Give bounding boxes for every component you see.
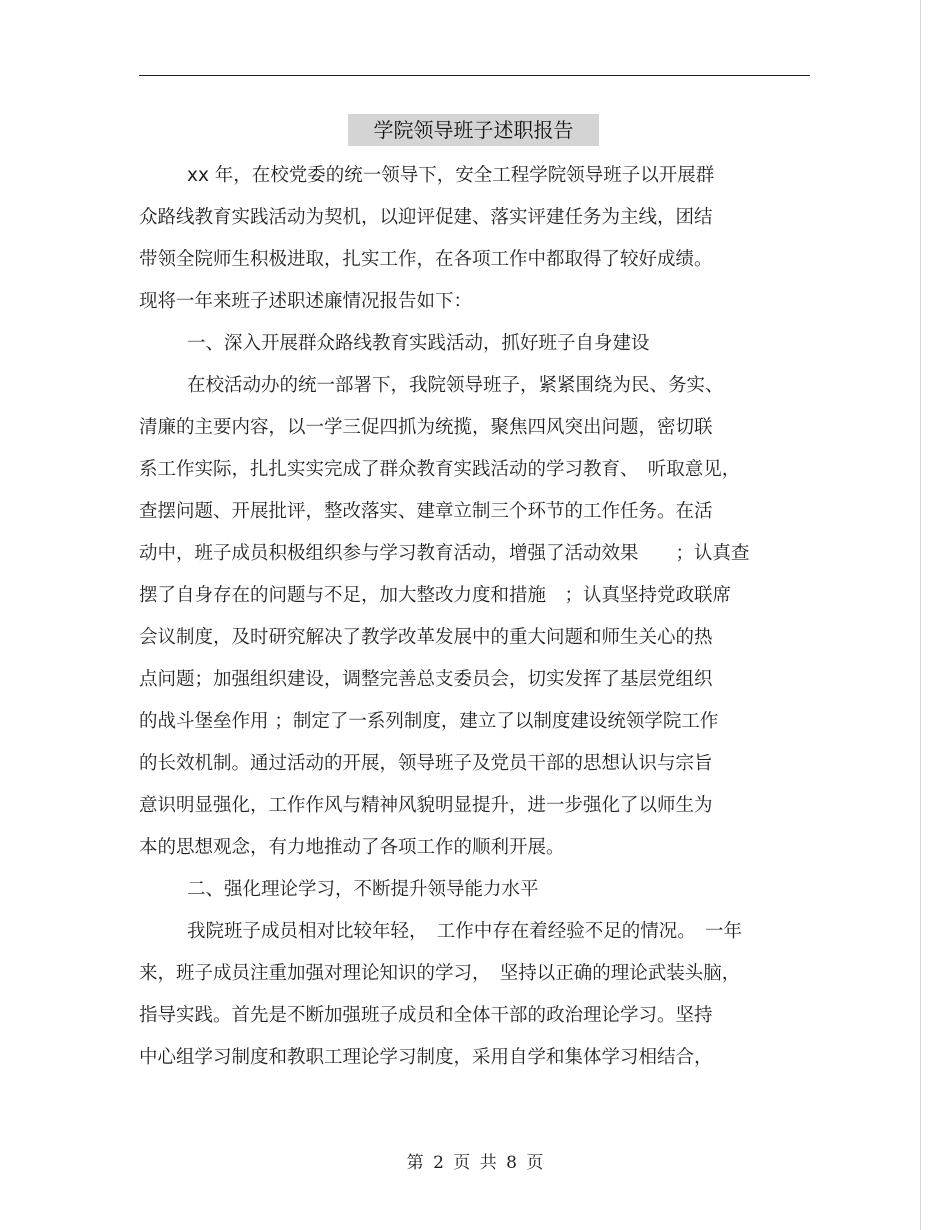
paragraph-line: 现将一年来班子述职述廉情况报告如下： — [139, 291, 473, 312]
document-title: 学院领导班子述职报告 — [348, 114, 599, 146]
page-edge-line — [920, 0, 921, 1230]
paragraph-line: 本的思想观念，有力地推动了各项工作的顺利开展。 — [139, 837, 565, 858]
paragraph-line: 众路线教育实践活动为契机，以迎评促建、落实评建任务为主线，团结 — [139, 207, 713, 228]
section-heading: 一、深入开展群众路线教育实践活动，抓好班子自身建设 — [187, 333, 650, 354]
paragraph-line: 带领全院师生积极进取，扎实工作，在各项工作中都取得了较好成绩。 — [139, 249, 713, 270]
section-heading: 二、强化理论学习，不断提升领导能力水平 — [187, 879, 539, 900]
paragraph-line: 会议制度，及时研究解决了教学改革发展中的重大问题和师生关心的热 — [139, 627, 713, 648]
paragraph-line: 我院班子成员相对比较年轻， 工作中存在着经验不足的情况。 一年 — [187, 921, 743, 942]
paragraph-line: 摆了自身存在的问题与不足，加大整改力度和措施 ；认真坚持党政联席 — [139, 585, 732, 606]
paragraph-line: 来，班子成员注重加强对理论知识的学习， 坚持以正确的理论武装头脑， — [139, 963, 741, 984]
paragraph-line: 中心组学习制度和教职工理论学习制度，采用自学和集体学习相结合， — [139, 1047, 713, 1068]
paragraph-line: 的战斗堡垒作用 ；制定了一系列制度，建立了以制度建设统领学院工作 — [139, 711, 719, 732]
document-body — [139, 155, 839, 1079]
page-number-footer: 第 2 页 共 8 页 — [406, 1153, 544, 1173]
paragraph-line: 在校活动办的统一部署下，我院领导班子，紧紧围绕为民、务实、 — [187, 375, 724, 396]
paragraph-line: 点问题；加强组织建设，调整完善总支委员会，切实发挥了基层党组织 — [139, 669, 713, 690]
paragraph-line: 的长效机制。通过活动的开展，领导班子及党员干部的思想认识与宗旨 — [139, 753, 713, 774]
paragraph-line: 指导实践。首先是不断加强班子成员和全体干部的政治理论学习。坚持 — [139, 1005, 713, 1026]
paragraph-line: 清廉的主要内容，以一学三促四抓为统揽，聚焦四风突出问题，密切联 — [139, 417, 713, 438]
paragraph-line: 意识明显强化，工作作风与精神风貌明显提升，进一步强化了以师生为 — [139, 795, 713, 816]
paragraph-line: 系工作实际，扎扎实实完成了群众教育实践活动的学习教育、 听取意见， — [139, 459, 741, 480]
header-rule — [139, 75, 810, 76]
paragraph-line: 查摆问题、开展批评，整改落实、建章立制三个环节的工作任务。在活 — [139, 501, 713, 522]
paragraph-line: xx 年，在校党委的统一领导下，安全工程学院领导班子以开展群 — [187, 165, 715, 186]
paragraph-line: 动中，班子成员积极组织参与学习教育活动，增强了活动效果 ；认真查 — [139, 543, 750, 564]
